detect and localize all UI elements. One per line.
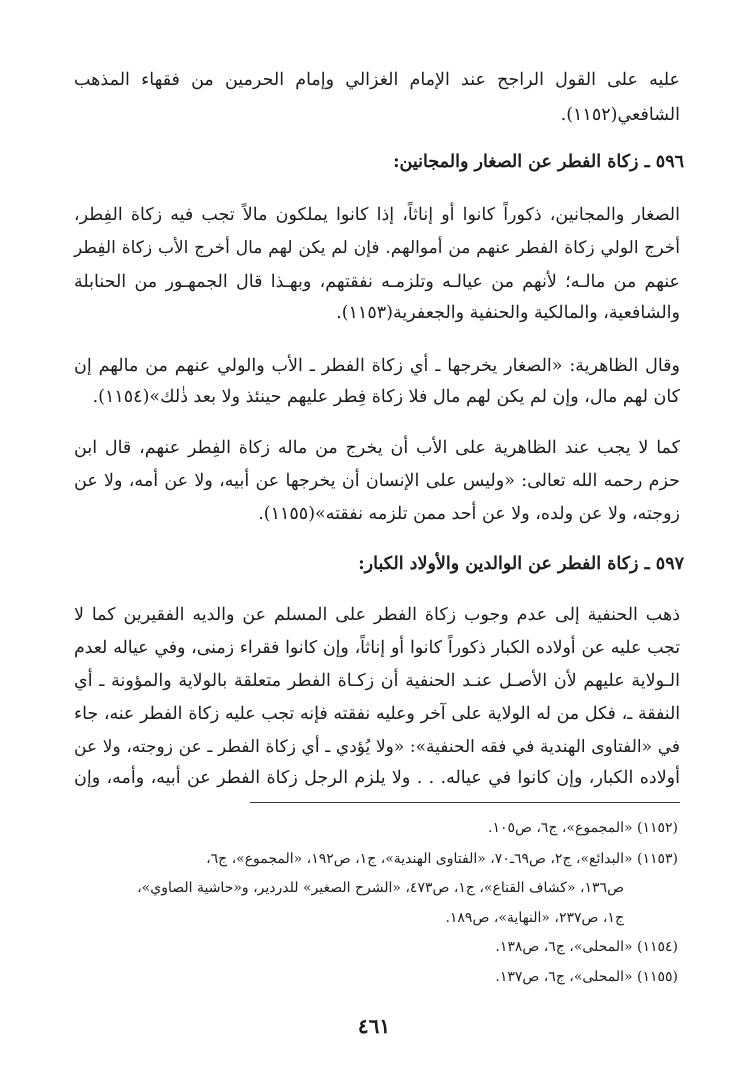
footnote-separator xyxy=(250,802,680,803)
page-number: ٤٦١ xyxy=(357,1014,391,1038)
body-line: زوجته، ولا عن ولده، ولا عن أحد ممن تلزمه نفقته»(١١٥٥). xyxy=(258,504,680,524)
body-line: النفقة ـ، فكل من له الولاية على آخر وعليه نفقته فإنه تجب عليه زكاة الفطر عنه، جاء xyxy=(74,704,680,724)
footnote: ص١٣٦، «كشاف القناع»، ج١، ص٤٧٣، «الشرح الصغير» للدردير، و«حاشية الصاوي»، xyxy=(137,880,624,896)
body-line: أخرج الولي زكاة الفطر عنهم من أموالهم. فإن لم يكن لهم مال أخرج الأب زكاة الفِطر xyxy=(74,238,680,258)
body-line: والشافعية، والمالكية والحنفية والجعفرية(١١٥٣). xyxy=(336,303,680,323)
body-line: ذهب الحنفية إلى عدم وجوب زكاة الفطر على المسلم عن والديه الفقيرين كما لا xyxy=(74,605,680,625)
footnote: (١١٥٣) «البدائع»، ج٢، ص٦٩ـ٧٠، «الفتاوى الهندية»، ج١، ص١٩٢، «المجموع»، ج٦، xyxy=(206,851,678,867)
section-heading: ٥٩٧ ـ زكاة الفطر عن الوالدين والأولاد الكبار: xyxy=(358,554,684,574)
body-line: تجب عليه عن أولاده الكبار ذكوراً كانوا أو إناثاً، وإن كانوا فقراء زمنى، وفي عياله لعدم xyxy=(74,638,680,658)
body-line: الشافعي(١١٥٢). xyxy=(560,105,680,125)
body-line: الصغار والمجانين، ذكوراً كانوا أو إناثاً، إذا كانوا يملكون مالاً تجب فيه زكاة الفِطر، xyxy=(74,205,680,225)
body-line: كما لا يجب عند الظاهرية على الأب أن يخرج من ماله زكاة الفِطر عنهم، قال ابن xyxy=(74,438,680,458)
body-line: حزم رحمه الله تعالى: «وليس على الإنسان أن يخرجها عن أبيه، ولا عن أمه، ولا عن xyxy=(74,471,680,491)
footnote: ج١، ص٢٣٧، «النهاية»، ص١٨٩. xyxy=(445,910,624,926)
body-line: أولاده الكبار، وإن كانوا في عياله. . . ولا يلزم الرجل زكاة الفطر عن أبيه، وأمه، وإن xyxy=(74,768,680,788)
body-line: عنهم من مالـه؛ لأنهم من عيالـه وتلزمـه نفقتهم، وبهـذا قال الجمهـور من الحنابلة xyxy=(74,272,680,292)
footnote: (١١٥٥) «المحلى»، ج٦، ص١٣٧. xyxy=(495,969,678,985)
section-heading: ٥٩٦ ـ زكاة الفطر عن الصغار والمجانين: xyxy=(393,152,684,172)
footnote: (١١٥٢) «المجموع»، ج٦، ص١٠٥. xyxy=(487,820,678,836)
body-line: وقال الظاهرية: «الصغار يخرجها ـ أي زكاة الفطر ـ الأب والولي عنهم من مالهم إن xyxy=(74,356,680,376)
body-line: في «الفتاوى الهندية في فقه الحنفية»: «ولا يُؤدي ـ أي زكاة الفطر ـ عن زوجته، ولا عن xyxy=(74,737,680,757)
body-line: الـولاية عليهم لأن الأصـل عنـد الحنفية أن زكـاة الفطر متعلقة بالولاية والمؤونة ـ أي xyxy=(74,671,680,691)
body-line: عليه على القول الراجح عند الإمام الغزالي وإمام الحرمين من فقهاء المذهب xyxy=(74,70,680,90)
body-line: كان لهم مال، وإن لم يكن لهم مال فلا زكاة فِطر عليهم حينئذ ولا بعد ذٰلك»(١١٥٤). xyxy=(92,387,680,407)
footnote: (١١٥٤) «المحلى»، ج٦، ص١٣٨. xyxy=(495,939,678,955)
